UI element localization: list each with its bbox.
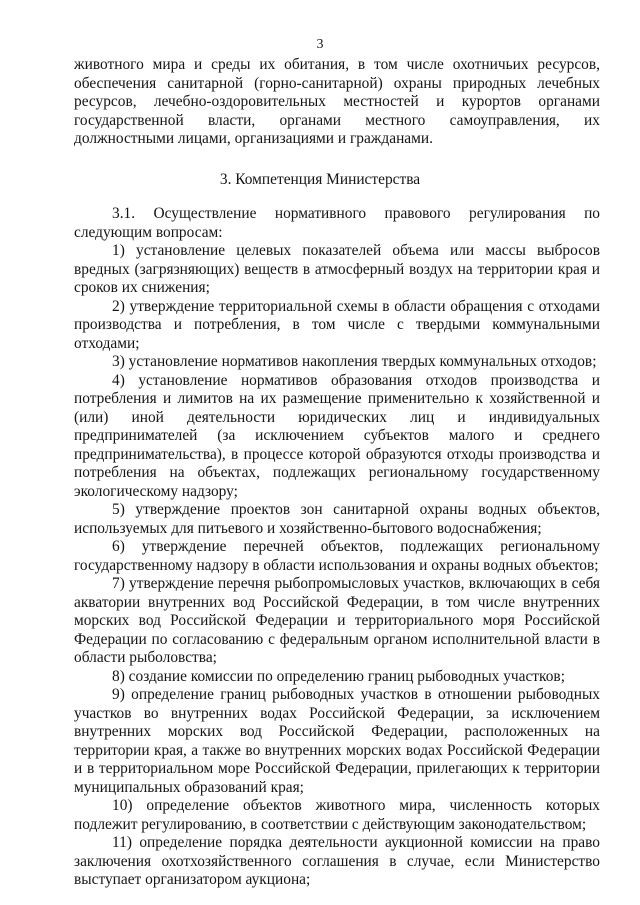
- list-item-1: 1) установление целевых показателей объема или массы выбросов вредных (загрязняющих) веществ в атмосферный воздух на территории края и сроков их снижения;: [74, 242, 600, 296]
- clause-3-1: 3.1. Осуществление нормативного правового регулирования по следующим вопросам:: [74, 205, 600, 241]
- intro-text: животного мира и среды их обитания, в том числе охотничьих ресурсов, обеспечения санитарной (горно-санитарной) охраны природных лечебных ресурсов, лечебно-оздоровительных местностей и курортов органами государственной власти, органами местного самоуправления, их должностными лицами, организациями и гражданами.: [74, 56, 600, 147]
- section-heading: 3. Компетенция Министерства: [219, 171, 421, 188]
- list-item-2: 2) утверждение территориальной схемы в области обращения с отходами производства и потребления, в том числе с твердыми коммунальными отходами;: [74, 297, 600, 352]
- page-number: 3: [316, 37, 324, 52]
- list-item-4: 4) установление нормативов образования отходов производства и потребления и лимитов на их размещение применительно к хозяйственной и (или) иной деятельности юридических лиц и индивидуальных предпринимателей (за исключением субъектов малого и среднего предпринимательства), в процессе которой образуются отходы производства и потребления на объектах, подлежащих региональному государственному экологическому надзору;: [74, 371, 600, 500]
- section-body: [74, 205, 600, 890]
- list-item-6: 6) утверждение перечней объектов, подлежащих региональному государственному надзору в области использования и охраны водных объектов;: [74, 538, 600, 574]
- list-item-5: 5) утверждение проектов зон санитарной охраны водных объектов, используемых для питьевого и хозяйственно-бытового водоснабжения;: [74, 501, 600, 537]
- intro-paragraph: [74, 56, 600, 149]
- list-item-11: 11) определение порядка деятельности аукционной комиссии на право заключения охотхозяйственного соглашения в случае, если Министерство выступает организатором аукциона;: [74, 834, 600, 888]
- list-item-8: 8) создание комиссии по определению границ рыбоводных участков;: [112, 667, 565, 685]
- list-item-9: 9) определение границ рыбоводных участков в отношении рыбоводных участков во внутренних водах Российской Федерации, за исключением внутренних морских вод Российской Федерации, расположенных на территории края, а также во внутренних морских водах Российской Федерации и в территориальном море Российской Федерации, прилегающих к территории муниципальных образований края;: [74, 686, 600, 796]
- list-item-7: 7) утверждение перечня рыбопромысловых участков, включающих в себя акватории внутренних вод Российской Федерации, в том числе внутренних морских вод Российской Федерации и территориального моря Российской Федерации по согласованию с федеральным органом исполнительной власти в области рыболовства;: [74, 575, 600, 666]
- list-item-10: 10) определение объектов животного мира, численность которых подлежит регулированию, в соответствии с действующим законодательством;: [74, 797, 600, 833]
- list-item-3: 3) установление нормативов накопления твердых коммунальных отходов;: [112, 353, 597, 370]
